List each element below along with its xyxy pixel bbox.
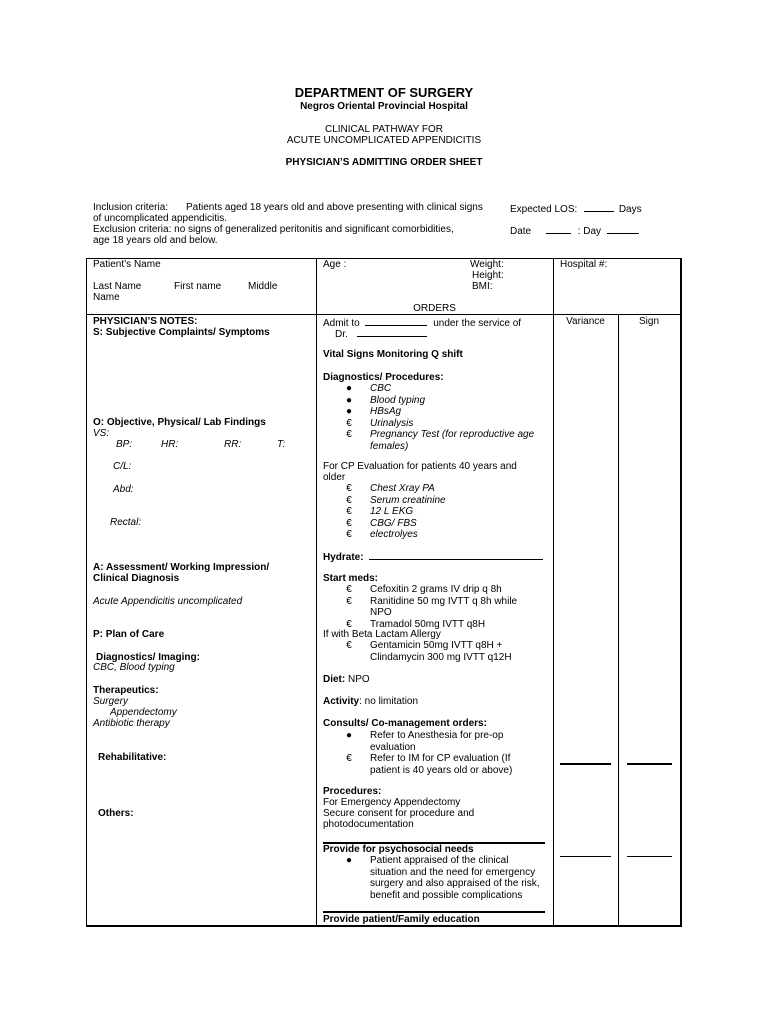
diet-line [323, 674, 370, 686]
middle-name-label: Middle [248, 281, 278, 292]
psychosocial-item-cont: surgery and also appraised of the risk, [370, 878, 540, 889]
date-label: Date [510, 226, 532, 237]
education-rule [323, 911, 545, 913]
divider-orders-variance [553, 258, 554, 927]
diagnosis-text: Acute Appendicitis uncomplicated [93, 596, 243, 607]
med-ranitidine: Ranitidine 50 mg IVTT q 8h while [370, 595, 518, 607]
euro-bullet-icon: € [346, 494, 352, 506]
table-right-border [680, 258, 682, 927]
euro-bullet-icon: € [346, 584, 352, 595]
sign-line-2 [627, 856, 672, 857]
activity-value: : no limitation [359, 696, 419, 707]
list-item [343, 383, 534, 395]
psychosocial-item-cont: benefit and possible complications [370, 889, 523, 901]
vs-label: VS: [93, 428, 110, 439]
activity-label: Activity [323, 696, 360, 707]
list-item [343, 596, 517, 608]
cp-item-ekg: 12 L EKG [370, 506, 414, 517]
doctor-label: Dr. [335, 329, 348, 340]
admit-label: Admit to [323, 318, 360, 329]
physician-notes-heading: PHYSICIAN’S NOTES: [93, 316, 198, 327]
rr-label: RR: [224, 439, 242, 450]
beta-lactam-text: If with Beta Lactam Allergy [323, 629, 441, 640]
admit-service-blank[interactable] [365, 316, 427, 326]
plan-heading: P: Plan of Care [93, 629, 165, 640]
list-item [343, 584, 517, 596]
consult-im: Refer to IM for CP evaluation (If [370, 753, 511, 764]
consult-im-cont: patient is 40 years old or above) [370, 764, 513, 776]
med-cefoxitin: Cefoxitin 2 grams IV drip q 8h [370, 584, 502, 595]
euro-bullet-icon: € [346, 529, 352, 540]
diag-item-blood-typing: Blood typing [370, 394, 426, 406]
assessment-heading: A: Assessment/ Working Impression/ [93, 562, 270, 573]
procedure-appendectomy: For Emergency Appendectomy [323, 797, 461, 808]
divider-notes-orders [316, 258, 317, 927]
height-label: Height: [472, 270, 504, 281]
orders-header: ORDERS [413, 303, 456, 314]
consults-heading: Consults/ Co-management orders: [323, 718, 487, 729]
sign-line-1 [627, 763, 672, 765]
diet-label: Diet: [323, 674, 346, 685]
list-item [343, 730, 512, 742]
procedure-consent-cont: photodocumentation [323, 819, 414, 830]
objective-heading: O: Objective, Physical/ Lab Findings [93, 417, 266, 428]
pathway-line1: CLINICAL PATHWAY FOR [325, 124, 443, 135]
euro-bullet-icon: € [346, 640, 352, 651]
last-name-label: Last Name [93, 281, 142, 292]
cp-evaluation-text: For CP Evaluation for patients 40 years and [323, 461, 517, 472]
variance-header: Variance [566, 316, 605, 327]
euro-bullet-icon: € [346, 753, 352, 764]
exclusion-text: Exclusion criteria: no signs of generalized peritonitis and significant comorbidities, [93, 224, 454, 235]
euro-bullet-icon: € [346, 595, 352, 607]
euro-bullet-icon: € [346, 417, 352, 429]
euro-bullet-icon: € [346, 429, 352, 440]
bullet-icon: ● [345, 730, 353, 741]
pathway-line2: ACUTE UNCOMPLICATED APPENDICITIS [286, 135, 482, 146]
pregnancy-test-cont: females) [370, 440, 409, 452]
patient-name-label: Patient’s Name [93, 259, 161, 270]
others-heading: Others: [98, 808, 134, 819]
meds-list [343, 584, 517, 630]
list-item [343, 495, 446, 507]
sign-header: Sign [638, 316, 659, 327]
first-name-label: First name [174, 281, 222, 292]
med-clindamycin: Clindamycin 300 mg IVTT q12H [370, 651, 512, 663]
variance-sign-line-1 [560, 763, 611, 765]
diag-item-pregnancy-test: Pregnancy Test (for reproductive age [370, 429, 535, 440]
weight-label: Weight: [470, 259, 504, 270]
euro-bullet-icon: € [346, 618, 352, 630]
rectal-label: Rectal: [110, 517, 142, 528]
list-item [343, 429, 534, 441]
subjective-heading: S: Subjective Complaints/ Symptoms [93, 327, 270, 338]
education-heading: Provide patient/Family education [323, 914, 480, 925]
inclusion-text-cont: of uncomplicated appendicitis. [93, 213, 227, 224]
day-blank[interactable] [607, 224, 639, 234]
diet-value: NPO [345, 674, 370, 685]
start-meds-heading: Start meds: [323, 573, 379, 584]
psychosocial-item-cont: situation and the need for emergency [370, 866, 536, 878]
diag-imaging-items: CBC, Blood typing [93, 662, 175, 673]
appendectomy-label: Appendectomy [110, 707, 177, 718]
list-item [343, 406, 534, 418]
procedures-heading: Procedures: [323, 786, 382, 797]
hydrate-line [323, 550, 543, 564]
diag-imaging-heading: Diagnostics/ Imaging: [96, 652, 200, 663]
hr-label: HR: [161, 439, 179, 450]
list-item [343, 506, 446, 518]
bullet-icon: ● [345, 406, 353, 417]
psychosocial-item: Patient appraised of the clinical [370, 855, 509, 866]
inclusion-text: Patients aged 18 years old and above presenting with clinical signs [186, 202, 483, 213]
list-item [343, 640, 512, 652]
table-left-border [86, 258, 87, 927]
med-gentamicin: Gentamicin 50mg IVTT q8H + [370, 640, 503, 651]
name-label-cont: Name [93, 292, 120, 303]
cp-evaluation-text-cont: older [323, 472, 346, 483]
doctor-blank[interactable] [357, 327, 427, 337]
department-title: DEPARTMENT OF SURGERY [294, 85, 474, 100]
date-blank[interactable] [546, 224, 571, 234]
cp-item-cbg-fbs: CBG/ FBS [370, 517, 417, 529]
inclusion-label: Inclusion criteria: [93, 202, 169, 213]
list-item [343, 529, 446, 541]
consult-anesthesia-cont: evaluation [370, 741, 416, 753]
consult-anesthesia: Refer to Anesthesia for pre-op [370, 730, 504, 741]
euro-bullet-icon: € [346, 517, 352, 529]
allergy-meds-list [343, 640, 512, 663]
hospital-number-label: Hospital #: [560, 259, 608, 270]
temp-label: T: [277, 439, 286, 450]
list-item [343, 483, 446, 495]
date-row [510, 224, 639, 238]
cp-evaluation-list [343, 483, 446, 541]
diag-item-cbc: CBC [370, 383, 392, 394]
hydrate-label: Hydrate: [323, 552, 364, 563]
doctor-line [335, 327, 427, 341]
list-item [343, 753, 512, 765]
surgery-label: Surgery [93, 696, 129, 707]
consults-list [343, 730, 512, 776]
los-unit: Days [618, 204, 642, 215]
psychosocial-heading: Provide for psychosocial needs [323, 844, 474, 855]
diag-item-urinalysis: Urinalysis [370, 417, 414, 429]
activity-line [323, 696, 418, 708]
variance-sign-line-2 [560, 856, 611, 857]
rehab-heading: Rehabilitative: [98, 752, 167, 763]
day-label: : Day [577, 226, 602, 237]
bp-label: BP: [116, 439, 133, 450]
abd-label: Abd: [113, 484, 134, 495]
med-tramadol: Tramadol 50mg IVTT q8H [370, 618, 486, 630]
cp-item-chest-xray: Chest Xray PA [370, 483, 435, 494]
hydrate-blank[interactable] [369, 550, 543, 560]
divider-variance-sign [618, 314, 619, 927]
list-item [343, 855, 540, 867]
los-label: Expected LOS: [510, 204, 578, 215]
euro-bullet-icon: € [346, 483, 352, 494]
med-ranitidine-cont: NPO [370, 607, 392, 618]
cp-item-creatinine: Serum creatinine [370, 494, 446, 506]
list-item [343, 418, 534, 430]
exclusion-text-cont: age 18 years old and below. [93, 235, 218, 246]
hospital-name: Negros Oriental Provincial Hospital [300, 101, 468, 112]
cp-item-electrolytes: electrolyes [370, 529, 418, 540]
expected-los [510, 202, 642, 216]
diagnostics-heading: Diagnostics/ Procedures: [323, 372, 444, 383]
bullet-icon: ● [345, 383, 353, 394]
procedure-consent: Secure consent for procedure and [323, 808, 475, 819]
euro-bullet-icon: € [346, 506, 352, 517]
diag-item-hbsag: HBsAg [370, 406, 402, 417]
assessment-heading-cont: Clinical Diagnosis [93, 573, 180, 584]
bullet-icon: ● [345, 394, 353, 406]
antibiotic-label: Antibiotic therapy [93, 718, 170, 729]
diagnostics-list [343, 383, 534, 452]
therapeutics-heading: Therapeutics: [93, 685, 159, 696]
list-item [343, 518, 446, 530]
vital-signs-order: Vital Signs Monitoring Q shift [323, 349, 463, 360]
admit-service-label: under the service of [433, 318, 522, 329]
cl-label: C/L: [113, 461, 132, 472]
list-item [343, 395, 534, 407]
bullet-icon: ● [345, 855, 353, 866]
los-blank[interactable] [584, 202, 614, 212]
psychosocial-list [343, 855, 540, 901]
bmi-label: BMI: [472, 281, 493, 292]
sheet-title: PHYSICIAN’S ADMITTING ORDER SHEET [285, 157, 483, 168]
age-label: Age : [323, 259, 347, 270]
